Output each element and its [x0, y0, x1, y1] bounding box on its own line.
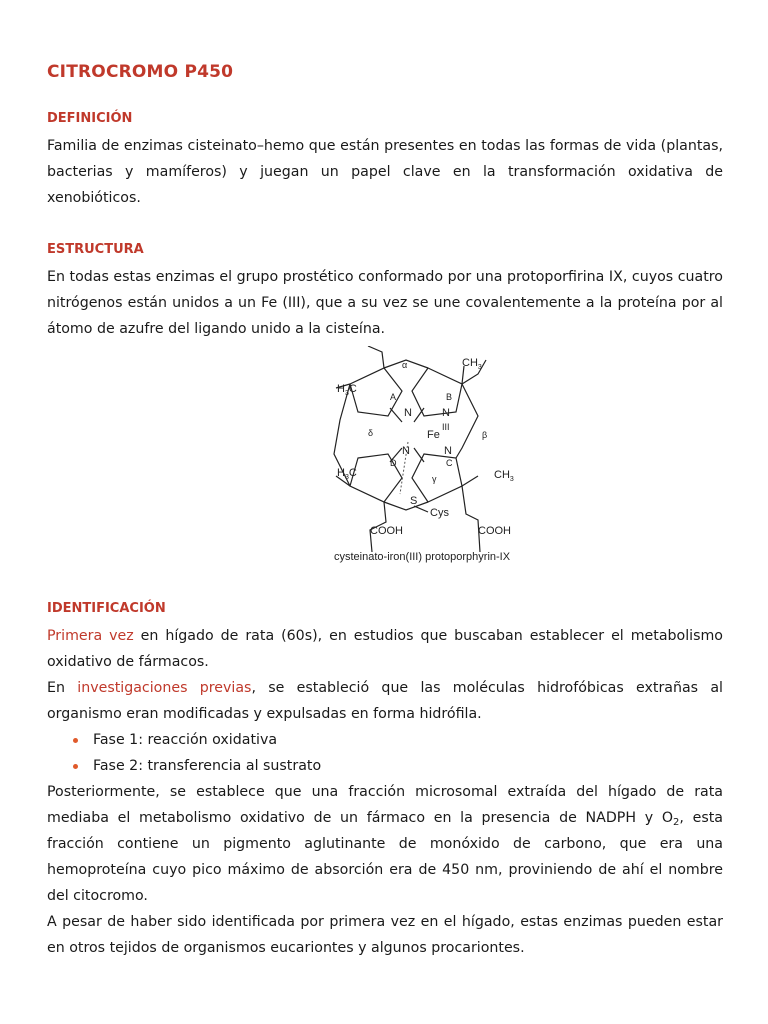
porphyrin-structure-diagram: [282, 346, 582, 576]
label-ring-a: A: [390, 392, 397, 402]
porphyrin-figure: [282, 346, 582, 576]
link-primera-vez[interactable]: Primera vez: [47, 628, 134, 644]
identificacion-paragraph-2: En investigaciones previas, se estableció que las moléculas hidrofóbicas extrañas al organismo eran modificadas y expulsadas en forma hidrófila.: [47, 680, 723, 722]
label-ring-c: C: [446, 458, 453, 468]
bullet-dot-icon: [73, 764, 78, 769]
identificacion-paragraph-1: Primera vez en hígado de rata (60s), en estudios que buscaban establecer el metabolismo oxidativo de fármacos.: [47, 628, 723, 670]
heading-identificacion: IDENTIFICACIÓN: [47, 601, 166, 616]
label-ch3-bottom: $CH_3$: [494, 469, 514, 483]
list-item: Fase 1: reacción oxidativa: [73, 727, 321, 753]
label-h3c-top: $H_3C$: [337, 383, 357, 397]
label-n-b: N: [442, 407, 450, 419]
label-fe: Fe: [427, 429, 440, 441]
figure-caption: cysteinato-iron(III) protoporphyrin-IX: [334, 551, 511, 563]
label-cooh-left: COOH: [370, 525, 403, 537]
label-gamma: γ: [432, 474, 437, 484]
label-n-d: N: [402, 445, 410, 457]
label-ch3-top: $CH_3$: [462, 357, 482, 371]
heading-definicion: DEFINICIÓN: [47, 111, 133, 126]
label-alpha: α: [402, 360, 408, 370]
identificacion-paragraph-3: Posteriormente, se establece que una fracción microsomal extraída del hígado de rata mediaba el metabolismo oxidativo de un fármaco en la presencia de NADPH y $O_2$, esta fracción contiene un pigmento aglutinante de monóxido de carbono, que era una hemoproteína cuyo pico máximo de absorción era de 450 nm, proviniendo de ahí el nombre del citocromo.: [47, 784, 723, 904]
label-n-c: N: [444, 445, 452, 457]
label-h3c-bottom: $H_3C$: [337, 467, 357, 481]
estructura-text: En todas estas enzimas el grupo prostético conformado por una protoporfirina IX, cuyos cuatro nitrógenos están unidos a un Fe (III), que a su vez se une covalentemente a la proteína por al átomo de azufre del ligando unido a la cisteína.: [47, 269, 723, 337]
label-cys: Cys: [430, 507, 449, 519]
heading-estructura: ESTRUCTURA: [47, 242, 144, 257]
list-item: Fase 2: transferencia al sustrato: [73, 753, 321, 779]
link-investigaciones-previas[interactable]: investigaciones previas: [77, 680, 252, 696]
definicion-text: Familia de enzimas cisteinato–hemo que están presentes en todas las formas de vida (plantas, bacterias y mamíferos) y juegan un papel clave en la transformación oxidativa de xenobióticos.: [47, 138, 723, 206]
label-n-a: N: [404, 407, 412, 419]
bullet-dot-icon: [73, 738, 78, 743]
label-fe-oxidation: III: [442, 422, 450, 432]
identificacion-paragraph-4: A pesar de haber sido identificada por primera vez en el hígado, estas enzimas pueden estar en otros tejidos de organismos eucariontes y algunos procariontes.: [47, 914, 723, 956]
page-title: CITROCROMO P450: [47, 62, 234, 82]
label-ring-b: B: [446, 392, 453, 402]
label-delta: δ: [368, 428, 374, 438]
fases-list: [73, 727, 321, 779]
label-cooh-right: COOH: [478, 525, 511, 537]
label-sulfur: S: [410, 495, 418, 507]
label-beta: β: [482, 430, 488, 440]
label-ring-d: D: [390, 458, 397, 468]
